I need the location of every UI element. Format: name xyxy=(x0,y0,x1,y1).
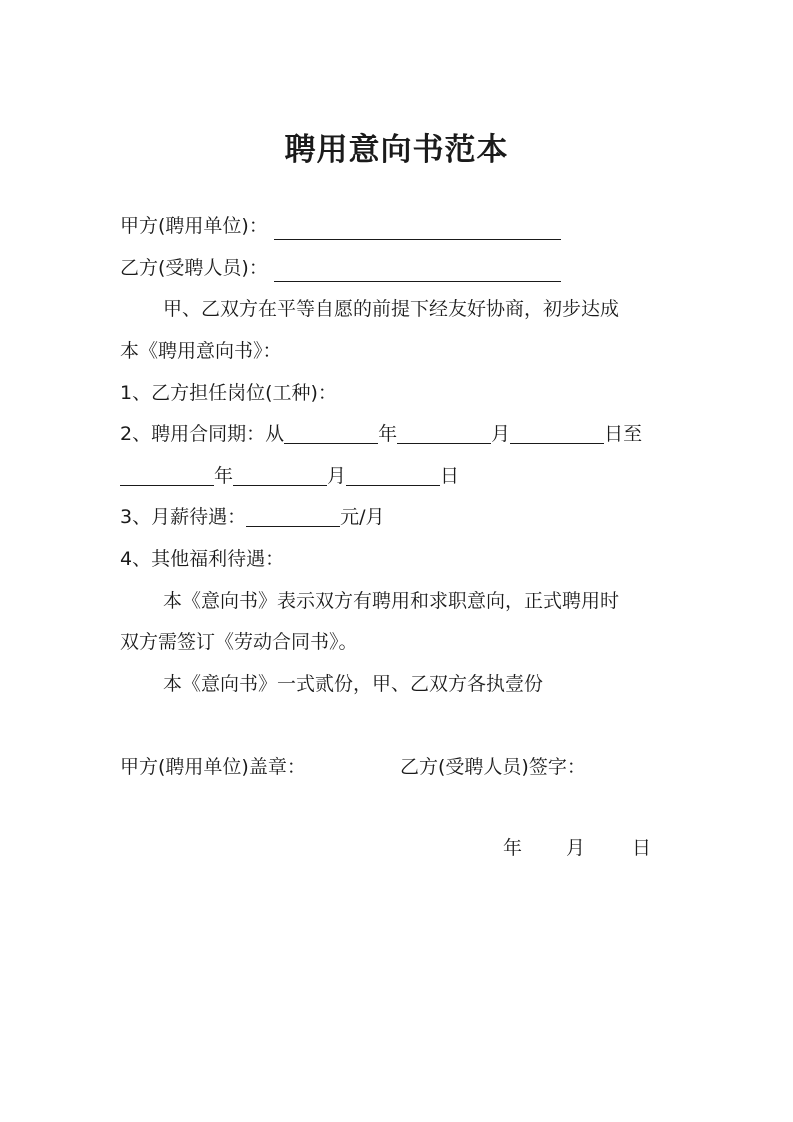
salary-blank[interactable] xyxy=(246,504,340,527)
party-b-label: 乙方(受聘人员)： xyxy=(120,257,268,279)
intro-line-1: 甲、乙双方在平等自愿的前提下经友好协商，初步达成 xyxy=(163,298,620,320)
party-b-blank[interactable] xyxy=(274,257,561,282)
start-day-blank[interactable] xyxy=(510,421,604,444)
item-3-row xyxy=(120,503,680,531)
item-3-suffix: 元/月 xyxy=(340,506,385,528)
date-year-label: 年 xyxy=(503,837,523,859)
para-2-line-1: 本《意向书》表示双方有聘用和求职意向，正式聘用时 xyxy=(163,590,620,612)
sign-a-label: 甲方(聘用单位)盖章： xyxy=(120,756,306,778)
end-month-label: 月 xyxy=(327,465,347,487)
party-b-row xyxy=(120,254,680,282)
end-month-blank[interactable] xyxy=(233,463,327,486)
item-2-row xyxy=(120,420,680,448)
end-day-blank[interactable] xyxy=(346,463,440,486)
party-a-row xyxy=(120,212,680,240)
item-2-prefix: 2、聘用合同期：从 xyxy=(120,423,285,445)
item-4: 4、其他福利待遇： xyxy=(120,548,285,570)
party-a-label: 甲方(聘用单位)： xyxy=(120,215,268,237)
item-2-row-2 xyxy=(120,462,680,490)
date-day-label: 日 xyxy=(632,837,652,859)
item-1: 1、乙方担任岗位(工种)： xyxy=(120,382,337,404)
item-3-prefix: 3、月薪待遇： xyxy=(120,506,247,528)
intro-line-2: 本《聘用意向书》： xyxy=(120,340,282,362)
document-title: 聘用意向书范本 xyxy=(284,132,509,168)
para-2-line-2: 双方需签订《劳动合同书》。 xyxy=(120,631,358,653)
day-to-label: 日至 xyxy=(604,423,643,445)
date-month-label: 月 xyxy=(566,837,586,859)
signature-row xyxy=(120,753,680,781)
start-month-blank[interactable] xyxy=(397,421,491,444)
para-3: 本《意向书》一式贰份，甲、乙双方各执壹份 xyxy=(163,673,544,695)
end-year-label: 年 xyxy=(214,465,234,487)
start-year-label: 年 xyxy=(378,423,398,445)
end-year-blank[interactable] xyxy=(120,463,214,486)
end-day-label: 日 xyxy=(440,465,460,487)
start-year-blank[interactable] xyxy=(284,421,378,444)
start-month-label: 月 xyxy=(491,423,511,445)
sign-b-label: 乙方(受聘人员)签字： xyxy=(400,756,586,778)
party-a-blank[interactable] xyxy=(274,215,561,240)
